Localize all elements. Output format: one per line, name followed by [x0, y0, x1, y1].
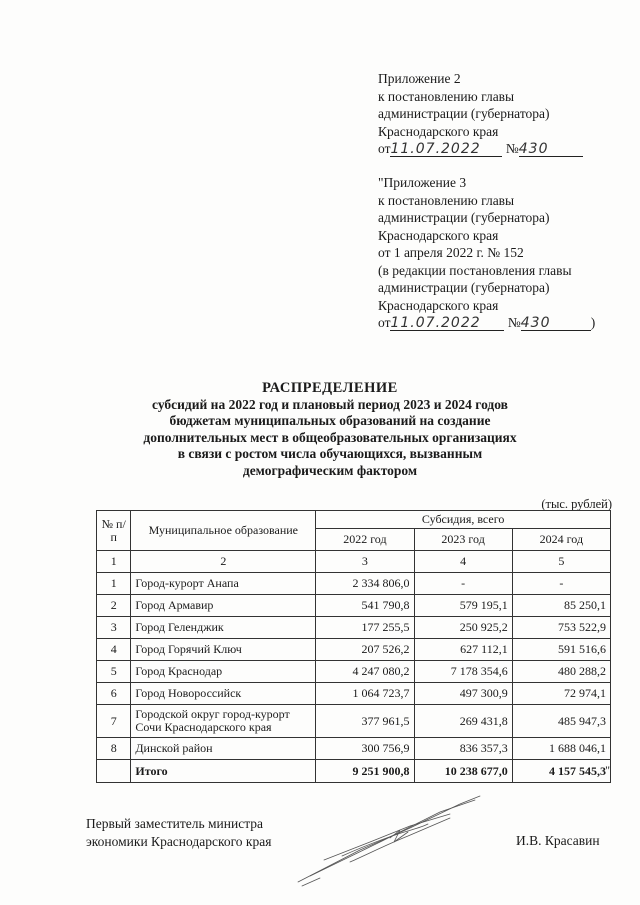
row-num: 6 — [97, 683, 131, 705]
row-2023: 250 925,2 — [414, 617, 512, 639]
column-number: 5 — [512, 551, 610, 573]
appendix-2-line: Приложение 2 — [378, 71, 461, 86]
row-2024: - — [512, 573, 610, 595]
column-number: 3 — [316, 551, 414, 573]
row-2023: 579 195,1 — [414, 595, 512, 617]
appendix-3-line: от 1 апреля 2022 г. № 152 — [378, 245, 524, 260]
row-2024: 591 516,6 — [512, 639, 610, 661]
row-municipality: Город Армавир — [131, 595, 316, 617]
date-prefix: от — [378, 315, 391, 330]
row-2023: 269 431,8 — [414, 705, 512, 738]
document-title — [60, 380, 600, 479]
appendix-2-line: Краснодарского края — [378, 123, 499, 139]
row-2022: 207 526,2 — [316, 639, 414, 661]
row-2023: 836 357,3 — [414, 738, 512, 760]
column-number: 4 — [414, 551, 512, 573]
header-subsidy: Субсидия, всего — [316, 511, 611, 529]
row-municipality: Городской округ город-курорт Сочи Краснодарского края — [131, 705, 316, 738]
table-row — [97, 683, 611, 705]
row-2024: 480 288,2 — [512, 661, 610, 683]
handwritten-number: 430 — [521, 316, 591, 331]
row-num: 8 — [97, 738, 131, 760]
header-2022: 2022 год — [316, 529, 414, 551]
appendix-3-line: администрации (губернатора) — [378, 280, 550, 295]
row-num: 4 — [97, 639, 131, 661]
signatory-position — [86, 815, 271, 851]
row-2023: 627 112,1 — [414, 639, 512, 661]
handwritten-number: 430 — [519, 142, 583, 157]
handwritten-signature-icon — [290, 790, 490, 890]
title-line: субсидий на 2022 год и плановый период 2023 и 2024 годов — [152, 396, 508, 412]
row-num: 3 — [97, 617, 131, 639]
table-row — [97, 595, 611, 617]
row-2024: 485 947,3 — [512, 705, 610, 738]
row-2022: 4 247 080,2 — [316, 661, 414, 683]
column-number: 1 — [97, 551, 131, 573]
handwritten-date: 11.07.2022 — [390, 142, 502, 157]
row-2024: 72 974,1 — [512, 683, 610, 705]
row-2024: 85 250,1 — [512, 595, 610, 617]
appendix-2-block — [378, 70, 628, 158]
row-municipality: Город Новороссийск — [131, 683, 316, 705]
total-2024: 4 157 545,3 — [512, 760, 610, 783]
title-line: дополнительных мест в общеобразовательных организациях — [143, 429, 517, 445]
table-row — [97, 705, 611, 738]
total-label: Итого — [131, 760, 316, 783]
appendix-3-line: Краснодарского края — [378, 227, 499, 243]
header-2024: 2024 год — [512, 529, 610, 551]
column-number: 2 — [131, 551, 316, 573]
closing-quote: " — [605, 763, 610, 777]
table-row — [97, 573, 611, 595]
row-2023: 7 178 354,6 — [414, 661, 512, 683]
row-municipality: Город Горячий Ключ — [131, 639, 316, 661]
appendix-3-line: Краснодарского края — [378, 297, 499, 313]
row-num: 7 — [97, 705, 131, 738]
row-2024: 1 688 046,1 — [512, 738, 610, 760]
title-line: демографическим фактором — [242, 462, 418, 478]
appendix-2-line: администрации (губернатора) — [378, 106, 550, 121]
appendix-3-date-line — [378, 314, 628, 332]
appendix-3-line: администрации (губернатора) — [378, 210, 550, 225]
row-municipality: Динской район — [131, 738, 316, 760]
row-2022: 2 334 806,0 — [316, 573, 414, 595]
total-2023: 10 238 677,0 — [414, 760, 512, 783]
appendix-3-line: "Приложение 3 — [378, 175, 467, 190]
total-num-empty — [97, 760, 131, 783]
title-heading: РАСПРЕДЕЛЕНИЕ — [262, 380, 398, 396]
table-row — [97, 661, 611, 683]
number-prefix: № — [505, 141, 519, 156]
units-label: (тыс. рублей) — [541, 497, 612, 511]
appendix-3-line: (в редакции постановления главы — [378, 262, 572, 278]
title-line: в связи с ростом числа обучающихся, вызванным — [177, 446, 483, 461]
distribution-table — [96, 510, 611, 783]
handwritten-date: 11.07.2022 — [390, 316, 504, 331]
row-2022: 300 756,9 — [316, 738, 414, 760]
header-municipality: Муниципальное образование — [131, 511, 316, 551]
total-2022: 9 251 900,8 — [316, 760, 414, 783]
appendix-2-line: к постановлению главы — [378, 88, 515, 104]
date-prefix: от — [378, 141, 391, 156]
table-header-row — [97, 511, 611, 529]
total-row — [97, 760, 611, 783]
header-2023: 2023 год — [414, 529, 512, 551]
row-num: 5 — [97, 661, 131, 683]
row-num: 1 — [97, 573, 131, 595]
signatory-name: И.В. Красавин — [516, 833, 600, 848]
row-2022: 177 255,5 — [316, 617, 414, 639]
signatory-position-line: экономики Краснодарского края — [86, 834, 272, 849]
table-row — [97, 738, 611, 760]
signatory-position-line: Первый заместитель министра — [86, 816, 264, 831]
row-2023: 497 300,9 — [414, 683, 512, 705]
row-municipality: Город Краснодар — [131, 661, 316, 683]
appendix-2-date-line — [378, 140, 628, 158]
row-2023: - — [414, 573, 512, 595]
table-row — [97, 617, 611, 639]
title-line: бюджетам муниципальных образований на создание — [169, 413, 491, 428]
row-num: 2 — [97, 595, 131, 617]
row-municipality: Город-курорт Анапа — [131, 573, 316, 595]
row-2024: 753 522,9 — [512, 617, 610, 639]
column-number-row — [97, 551, 611, 573]
appendix-3-line: к постановлению главы — [378, 192, 515, 208]
row-municipality: Город Геленджик — [131, 617, 316, 639]
row-2022: 1 064 723,7 — [316, 683, 414, 705]
row-2022: 541 790,8 — [316, 595, 414, 617]
appendix-3-block — [378, 174, 628, 332]
number-prefix: № — [507, 315, 521, 330]
closing-paren: ) — [590, 315, 596, 330]
row-2022: 377 961,5 — [316, 705, 414, 738]
table-row — [97, 639, 611, 661]
header-num: № п/п — [97, 511, 131, 551]
